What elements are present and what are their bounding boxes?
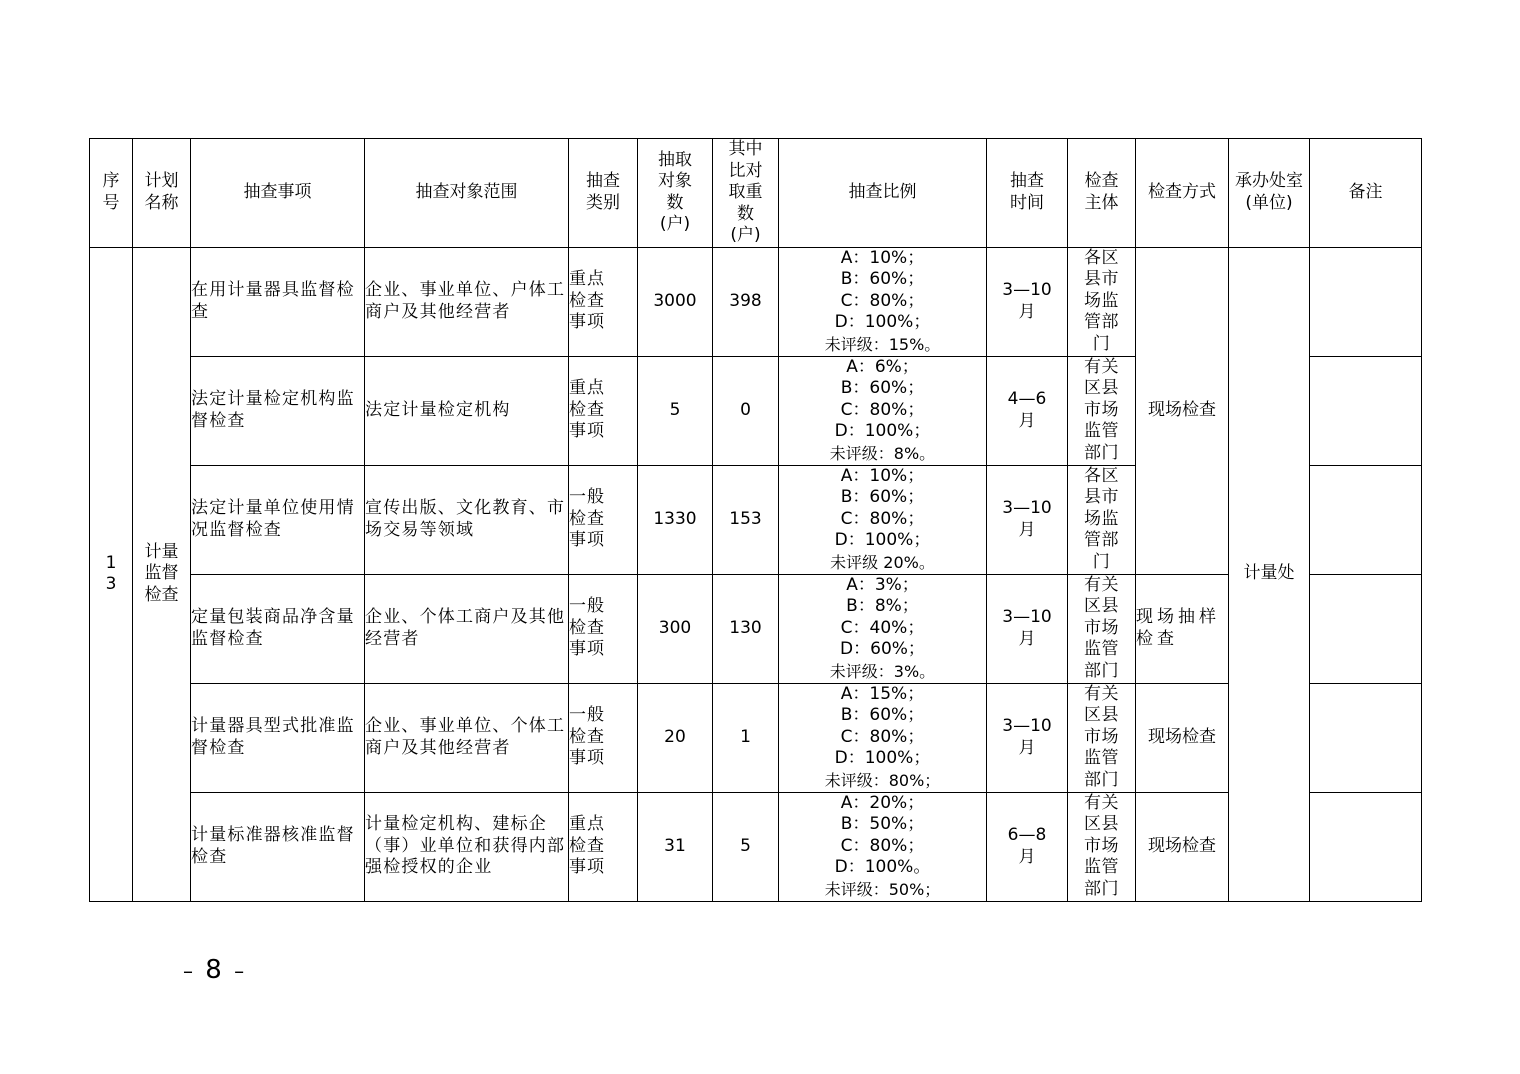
note-cell <box>1310 683 1422 792</box>
ratio-b: B：8%； <box>846 596 919 617</box>
scope-cell: 企业、事业单位、户体工商户及其他经营者 <box>365 247 569 356</box>
seq-cell: 13 <box>90 247 133 901</box>
header-seq: 序号 <box>90 139 133 248</box>
category-cell: 重点检查事项 <box>569 247 638 356</box>
item-cell: 法定计量检定机构监督检查 <box>191 356 365 465</box>
ratio-cell <box>779 792 987 901</box>
table-row <box>90 792 1422 901</box>
ratio-c: C：80%； <box>840 399 925 420</box>
category-cell: 重点检查事项 <box>569 792 638 901</box>
ratio-d: D：60%； <box>840 639 925 660</box>
scope-cell: 法定计量检定机构 <box>365 356 569 465</box>
method-cell: 现场检查 <box>1136 683 1229 792</box>
subject-cell: 有关区县市场监管部门 <box>1068 356 1136 465</box>
time-cell: 3—10月 <box>987 574 1068 683</box>
time-cell: 3—10月 <box>987 247 1068 356</box>
page-number-value: 8 <box>205 955 224 985</box>
category-cell: 一般检查事项 <box>569 465 638 574</box>
note-cell <box>1310 356 1422 465</box>
ratio-c: C：80%； <box>840 290 925 311</box>
count-cell: 1330 <box>638 465 713 574</box>
ratio-a: A：6%； <box>846 356 919 377</box>
ratio-c: C：80%； <box>840 508 925 529</box>
ratio-a: A：20%； <box>840 792 925 813</box>
item-cell: 计量器具型式批准监督检查 <box>191 683 365 792</box>
item-cell: 定量包装商品净含量监督检查 <box>191 574 365 683</box>
ratio-b: B：50%； <box>840 814 925 835</box>
ratio-b: B：60%； <box>840 705 925 726</box>
subject-cell: 有关区县市场监管部门 <box>1068 574 1136 683</box>
header-time: 抽查时间 <box>987 139 1068 248</box>
scope-cell: 宣传出版、文化教育、市场交易等领域 <box>365 465 569 574</box>
category-cell: 重点检查事项 <box>569 356 638 465</box>
scope-cell: 企业、事业单位、个体工商户及其他经营者 <box>365 683 569 792</box>
table-row <box>90 247 1422 356</box>
method-cell: 现场检查 <box>1136 792 1229 901</box>
ratio-cell <box>779 356 987 465</box>
ratio-c: C：80%； <box>840 726 925 747</box>
ratio-unrated: 未评级：3%。 <box>829 661 936 681</box>
ratio-d: D：100%； <box>834 530 931 551</box>
header-dup: 其中比对取重数(户) <box>713 139 779 248</box>
dup-cell: 0 <box>713 356 779 465</box>
ratio-cell <box>779 465 987 574</box>
ratio-cell <box>779 247 987 356</box>
ratio-a: A：10%； <box>840 465 925 486</box>
ratio-unrated: 未评级：80%； <box>824 770 941 790</box>
page-number <box>183 955 246 985</box>
table-row <box>90 574 1422 683</box>
time-cell: 6—8月 <box>987 792 1068 901</box>
page-dash-right: – <box>234 959 247 983</box>
header-subject: 检查主体 <box>1068 139 1136 248</box>
table-row <box>90 683 1422 792</box>
ratio-a: A：10%； <box>840 247 925 268</box>
category-cell: 一般检查事项 <box>569 683 638 792</box>
dup-cell: 130 <box>713 574 779 683</box>
item-cell: 在用计量器具监督检查 <box>191 247 365 356</box>
dup-cell: 398 <box>713 247 779 356</box>
count-cell: 20 <box>638 683 713 792</box>
ratio-unrated: 未评级：50%； <box>824 879 941 899</box>
ratio-cell <box>779 574 987 683</box>
ratio-d: D：100%； <box>834 421 931 442</box>
dup-cell: 153 <box>713 465 779 574</box>
header-count: 抽取对象数(户) <box>638 139 713 248</box>
ratio-unrated: 未评级：8%。 <box>829 443 936 463</box>
time-cell: 3—10月 <box>987 465 1068 574</box>
ratio-d: D：100%； <box>834 748 931 769</box>
page-dash-left: – <box>183 959 195 983</box>
ratio-b: B：60%； <box>840 378 925 399</box>
note-cell <box>1310 792 1422 901</box>
ratio-a: A：3%； <box>846 574 919 595</box>
ratio-c: C：40%； <box>840 617 925 638</box>
plan-name-cell: 计量监督检查 <box>133 247 191 901</box>
header-item: 抽查事项 <box>191 139 365 248</box>
ratio-cell <box>779 683 987 792</box>
count-cell: 5 <box>638 356 713 465</box>
subject-cell: 有关区县市场监管部门 <box>1068 683 1136 792</box>
ratio-unrated: 未评级 20%。 <box>830 552 935 572</box>
category-cell: 一般检查事项 <box>569 574 638 683</box>
note-cell <box>1310 465 1422 574</box>
note-cell <box>1310 574 1422 683</box>
count-cell: 3000 <box>638 247 713 356</box>
header-row <box>90 139 1422 248</box>
subject-cell: 各区县市场监管部门 <box>1068 247 1136 356</box>
ratio-d: D：100%； <box>834 312 931 333</box>
scope-cell: 计量检定机构、建标企（事）业单位和获得内部强检授权的企业 <box>365 792 569 901</box>
method-cell: 现场检查 <box>1136 247 1229 574</box>
ratio-c: C：80%； <box>840 835 925 856</box>
note-cell <box>1310 247 1422 356</box>
subject-cell: 有关区县市场监管部门 <box>1068 792 1136 901</box>
header-ratio: 抽查比例 <box>779 139 987 248</box>
ratio-b: B：60%； <box>840 487 925 508</box>
header-note: 备注 <box>1310 139 1422 248</box>
dup-cell: 5 <box>713 792 779 901</box>
ratio-d: D：100%。 <box>834 857 931 878</box>
dept-cell: 计量处 <box>1229 247 1310 901</box>
subject-cell: 各区县市场监管部门 <box>1068 465 1136 574</box>
item-cell: 计量标准器核准监督检查 <box>191 792 365 901</box>
ratio-b: B：60%； <box>840 269 925 290</box>
header-scope: 抽查对象范围 <box>365 139 569 248</box>
time-cell: 4—6月 <box>987 356 1068 465</box>
header-plan: 计划名称 <box>133 139 191 248</box>
header-method: 检查方式 <box>1136 139 1229 248</box>
dup-cell: 1 <box>713 683 779 792</box>
item-cell: 法定计量单位使用情况监督检查 <box>191 465 365 574</box>
ratio-a: A：15%； <box>840 683 925 704</box>
count-cell: 31 <box>638 792 713 901</box>
scope-cell: 企业、个体工商户及其他经营者 <box>365 574 569 683</box>
header-category: 抽查类别 <box>569 139 638 248</box>
header-dept: 承办处室(单位) <box>1229 139 1310 248</box>
inspection-plan-table <box>89 138 1422 902</box>
time-cell: 3—10月 <box>987 683 1068 792</box>
ratio-unrated: 未评级：15%。 <box>824 334 941 354</box>
method-cell: 现场抽样检查 <box>1136 574 1229 683</box>
count-cell: 300 <box>638 574 713 683</box>
